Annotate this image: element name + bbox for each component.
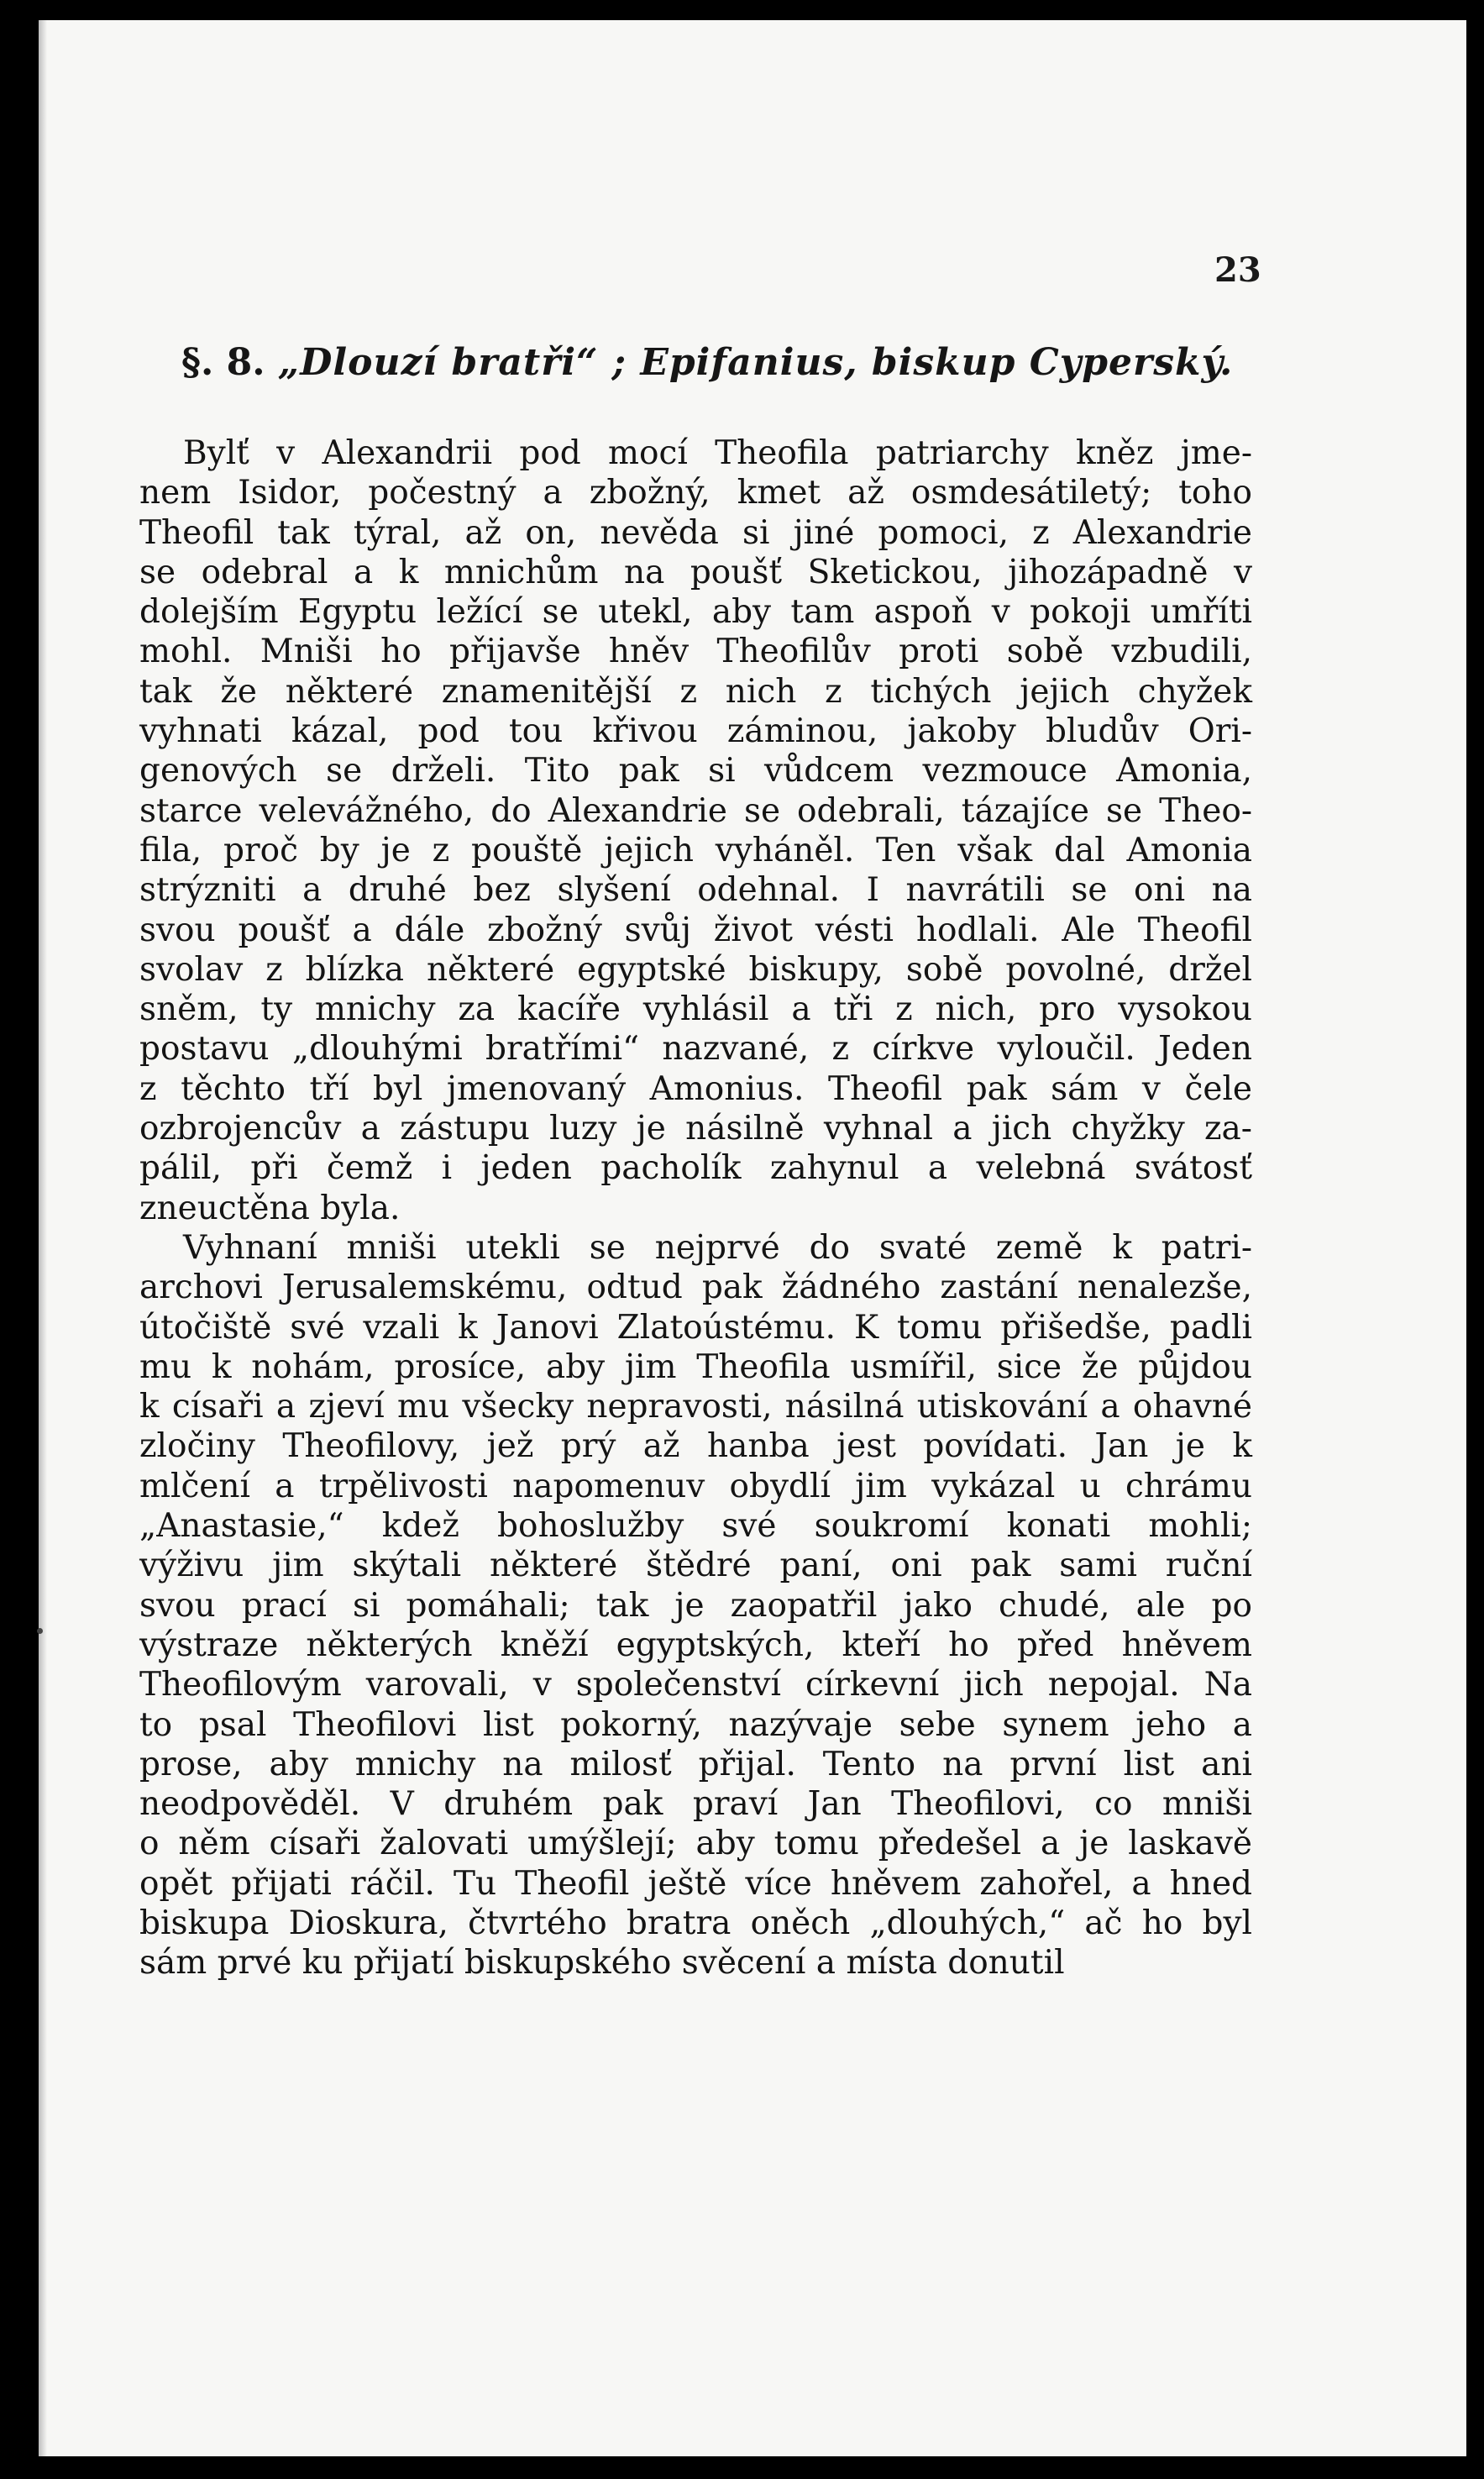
text-line: mu k nohám, prosíce, aby jim Theofila usmířil, sice že půjdou: [139, 1347, 1252, 1386]
text-line: genových se drželi. Tito pak si vůdcem vezmouce Amonia,: [139, 752, 1252, 790]
text-line: to psal Theofilovi list pokorný, nazývaje sebe synem jeho a: [139, 1705, 1252, 1744]
text-line: Vyhnaní mniši utekli se nejprvé do svaté země k patri-: [183, 1228, 1252, 1267]
text-line: výživu jim skýtali některé štědré paní, oni pak sami ruční: [139, 1547, 1252, 1585]
text-line: ozbrojencův a zástupu luzy je násilně vyhnal a jich chyžky za-: [139, 1110, 1252, 1148]
text-line: biskupa Dioskura, čtvrtého bratra oněch „dlouhých,“ ač ho byl: [139, 1904, 1252, 1942]
body-text: [139, 433, 1252, 1983]
text-line: z těchto tří byl jmenovaný Amonius. Theofil pak sám v čele: [139, 1069, 1252, 1108]
text-line: tak že některé znamenitější z nich z tichých jejich chyžek: [139, 672, 1252, 711]
text-line: vyhnati kázal, pod tou křivou záminou, jakoby bludův Ori-: [139, 712, 1252, 751]
text-line: nem Isidor, počestný a zbožný, kmet až osmdesátiletý; toho: [139, 474, 1252, 512]
text-line: sněm, ty mnichy za kacíře vyhlásil a tři z nich, pro vysokou: [139, 990, 1252, 1029]
text-line: o něm císaři žalovati umýšlejí; aby tomu předešel a je laskavě: [139, 1825, 1252, 1863]
text-line: Bylť v Alexandrii pod mocí Theofila patriarchy kněz jme-: [183, 434, 1252, 472]
text-line: dolejším Egyptu ležící se utekl, aby tam aspoň v pokoji umříti: [139, 593, 1252, 632]
section-number: §. 8.: [181, 341, 265, 384]
text-line: zločiny Theofilovy, jež prý až hanba jest povídati. Jan je k: [139, 1427, 1252, 1466]
book-page: [39, 20, 1466, 2456]
text-line: výstraze některých kněží egyptských, kteří ho před hněvem: [139, 1626, 1252, 1664]
text-line: Theofil tak týral, až on, nevěda si jiné pomoci, z Alexandrie: [139, 513, 1252, 552]
text-line: archovi Jerusalemskému, odtud pak žádného zastání nenalezše,: [139, 1268, 1252, 1307]
section-heading: [181, 341, 1240, 384]
text-line: postavu „dlouhými bratřími“ nazvané, z církve vyloučil. Jeden: [139, 1030, 1252, 1069]
page-edge-shadow: [39, 20, 47, 2456]
text-line: fila, proč by je z pouště jejich vyháněl. Ten však dal Amonia: [139, 831, 1252, 869]
text-line: mohl. Mniši ho přijavše hněv Theofilův proti sobě vzbudili,: [139, 633, 1252, 671]
text-line: k císaři a zjeví mu všecky nepravosti, násilná utiskování a ohavné: [139, 1388, 1252, 1426]
text-line: Theofilovým varovali, v společenství církevní jich nepojal. Na: [139, 1666, 1252, 1704]
text-line: svou poušť a dále zbožný svůj život vésti hodlali. Ale Theofil: [139, 911, 1252, 949]
section-title: „Dlouzí bratři“ ; Epifanius, biskup Cyperský.: [277, 341, 1234, 384]
text-line: se odebral a k mnichům na poušť Sketickou, jihozápadně v: [139, 553, 1252, 591]
text-line: svou prací si pomáhali; tak je zaopatřil jako chudé, ale po: [139, 1586, 1252, 1625]
text-line: „Anastasie,“ kdež bohoslužby své soukromí konati mohli;: [139, 1507, 1252, 1546]
text-line: opět přijati ráčil. Tu Theofil ještě více hněvem zahořel, a hned: [139, 1864, 1252, 1903]
text-line: svolav z blízka některé egyptské biskupy, sobě povolné, držel: [139, 950, 1252, 989]
page-number: 23: [1214, 250, 1261, 290]
text-line: starce velevážného, do Alexandrie se odebrali, tázajíce se Theo-: [139, 791, 1252, 830]
text-line: sám prvé ku přijatí biskupského svěcení a místa donutil: [139, 1944, 1065, 1983]
text-line: pálil, při čemž i jeden pacholík zahynul a velebná svátosť: [139, 1149, 1252, 1188]
text-line: prose, aby mnichy na milosť přijal. Tento na první list ani: [139, 1745, 1252, 1783]
text-line: mlčení a trpělivosti napomenuv obydlí jim vykázal u chrámu: [139, 1467, 1252, 1505]
margin-mark: [37, 1628, 43, 1634]
text-line: neodpověděl. V druhém pak praví Jan Theofilovi, co mniši: [139, 1785, 1252, 1824]
text-line: útočiště své vzali k Janovi Zlatoústému. K tomu přišedše, padli: [139, 1308, 1252, 1347]
text-line: strýzniti a druhé bez slyšení odehnal. I navrátili se oni na: [139, 871, 1252, 910]
text-line: zneuctěna byla.: [139, 1189, 401, 1227]
